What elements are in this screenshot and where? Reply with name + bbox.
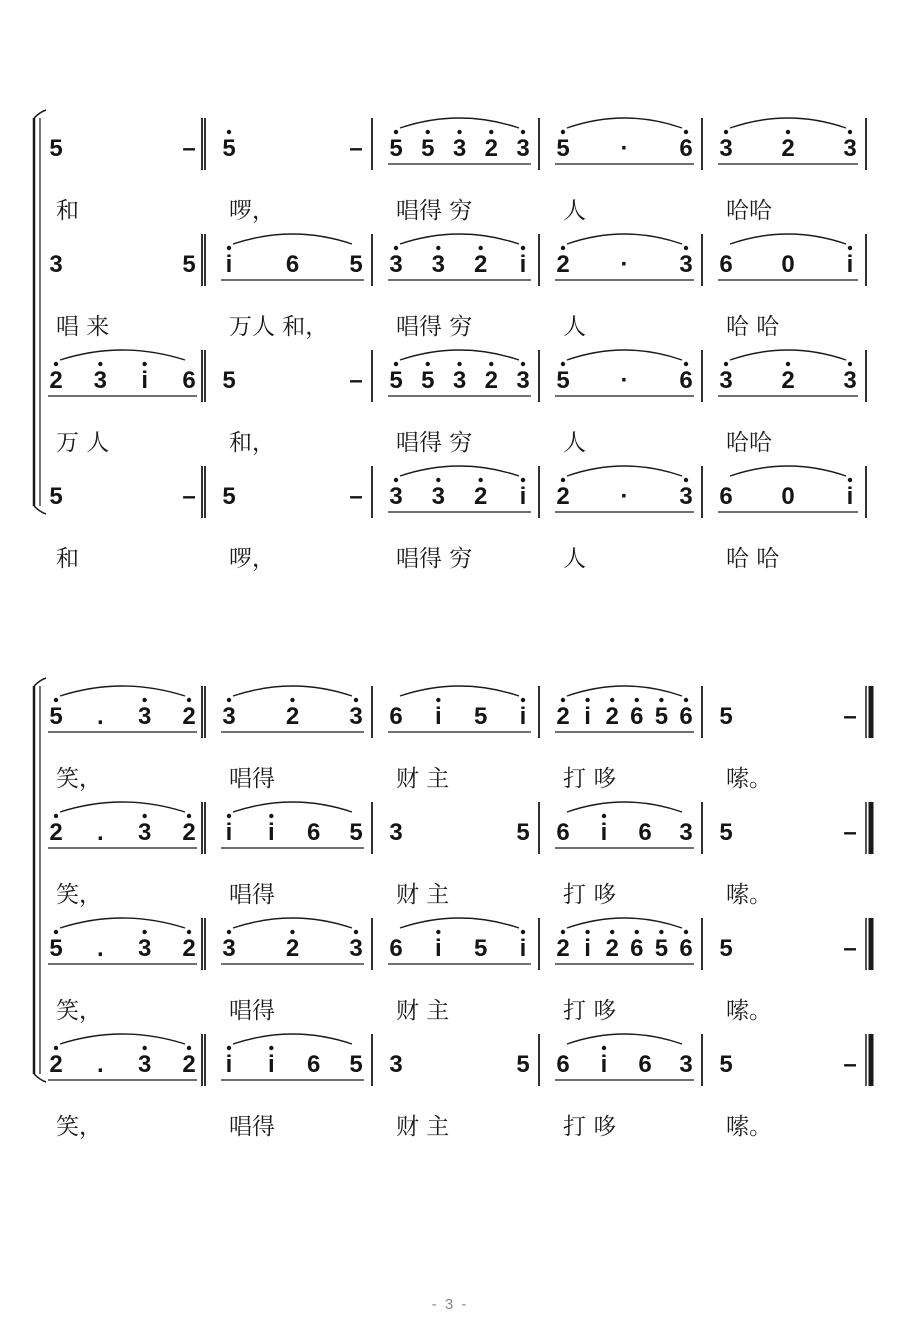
note: . — [96, 819, 104, 846]
system-2 — [34, 678, 871, 1140]
octave-dot — [354, 698, 358, 702]
octave-dot — [684, 698, 688, 702]
lyric: 财 主 — [396, 882, 450, 908]
lyric: 唱 来 — [56, 314, 110, 340]
note: 6 — [306, 1051, 321, 1078]
note: 2 — [781, 367, 795, 394]
note: i — [519, 703, 527, 730]
note: 5 — [421, 135, 435, 162]
slur-arc — [233, 1034, 352, 1044]
note: · — [620, 483, 629, 510]
note: – — [349, 483, 363, 510]
note: 2 — [781, 135, 795, 162]
note: 2 — [484, 367, 498, 394]
lyric: 和， — [229, 430, 275, 456]
octave-dot — [54, 698, 58, 702]
note: 3 — [679, 819, 693, 846]
note: i — [434, 935, 442, 962]
lyric: 笑， — [56, 998, 102, 1024]
note: 5 — [719, 819, 733, 846]
slur-arc — [60, 686, 185, 696]
note: – — [349, 135, 363, 162]
octave-dot — [786, 362, 790, 366]
staff-4 — [49, 466, 866, 572]
lyric: 唱得 穷 — [396, 198, 473, 224]
octave-dot — [227, 246, 231, 250]
octave-dot — [848, 246, 852, 250]
note: 2 — [556, 703, 570, 730]
octave-dot — [848, 130, 852, 134]
note: 2 — [473, 483, 488, 510]
system-1 — [34, 110, 866, 572]
slur-arc — [567, 1034, 682, 1044]
slur-arc — [567, 918, 682, 928]
note: i — [225, 251, 233, 278]
note: i — [519, 483, 527, 510]
octave-dot — [394, 246, 398, 250]
octave-dot — [489, 130, 493, 134]
note: 3 — [679, 251, 693, 278]
note: 6 — [389, 935, 403, 962]
octave-dot — [521, 698, 525, 702]
note: 3 — [137, 1051, 152, 1078]
note: 5 — [222, 367, 236, 394]
note: 3 — [222, 935, 236, 962]
note: 5 — [49, 135, 63, 162]
slur-arc — [60, 802, 185, 812]
octave-dot — [561, 698, 565, 702]
note: 3 — [137, 935, 152, 962]
note: 5 — [654, 703, 669, 730]
note: 6 — [285, 251, 300, 278]
octave-dot — [142, 698, 146, 702]
octave-dot — [478, 246, 482, 250]
bracket-hook-bottom — [34, 1074, 46, 1082]
slur-arc — [400, 234, 519, 244]
note: 5 — [49, 703, 63, 730]
lyric: 笑， — [56, 1114, 102, 1140]
lyric: 万 人 — [56, 430, 110, 456]
note: 3 — [679, 1051, 693, 1078]
note: 5 — [473, 935, 488, 962]
octave-dot — [436, 930, 440, 934]
note: 2 — [605, 703, 619, 730]
octave-dot — [436, 246, 440, 250]
octave-dot — [227, 930, 231, 934]
octave-dot — [354, 930, 358, 934]
lyric: 嗦。 — [726, 1114, 772, 1140]
octave-dot — [426, 362, 430, 366]
note: 2 — [556, 935, 570, 962]
lyric: 嗦。 — [726, 882, 772, 908]
note: 5 — [349, 251, 363, 278]
lyric: 人 — [563, 314, 586, 340]
octave-dot — [521, 246, 525, 250]
note: 2 — [556, 483, 570, 510]
octave-dot — [142, 362, 146, 366]
staff-4 — [48, 1034, 871, 1140]
note: 2 — [49, 367, 63, 394]
octave-dot — [142, 1046, 146, 1050]
octave-dot — [436, 478, 440, 482]
lyric: 人 — [563, 546, 586, 572]
staff-2 — [49, 234, 866, 340]
note: – — [843, 819, 857, 846]
octave-dot — [684, 478, 688, 482]
note: 5 — [473, 703, 488, 730]
staff-3 — [48, 350, 866, 456]
staff-1 — [49, 118, 866, 224]
note: 3 — [222, 703, 236, 730]
lyric: 和 — [56, 546, 79, 572]
lyric: 哈 哈 — [726, 314, 780, 340]
slur-arc — [730, 234, 846, 244]
lyric: 唱得 穷 — [396, 546, 473, 572]
lyric: 打 哆 — [563, 766, 617, 792]
octave-dot — [227, 1046, 231, 1050]
note: 6 — [182, 367, 196, 394]
lyric: 唱得 — [229, 882, 275, 908]
lyric: 笑， — [56, 882, 102, 908]
note: 5 — [182, 251, 196, 278]
note: 2 — [182, 1051, 196, 1078]
octave-dot — [426, 130, 430, 134]
note: i — [225, 1051, 233, 1078]
note: 3 — [93, 367, 108, 394]
note: 6 — [556, 1051, 570, 1078]
note: 2 — [473, 251, 488, 278]
note: 0 — [781, 483, 795, 510]
note: i — [584, 935, 591, 962]
octave-dot — [610, 930, 614, 934]
note: 3 — [389, 1051, 403, 1078]
octave-dot — [521, 930, 525, 934]
note: – — [182, 135, 196, 162]
note: 5 — [349, 1051, 363, 1078]
staff-3 — [48, 918, 871, 1024]
slur-arc — [60, 350, 185, 360]
octave-dot — [394, 362, 398, 366]
octave-dot — [602, 814, 606, 818]
octave-dot — [684, 130, 688, 134]
octave-dot — [187, 698, 191, 702]
note: 6 — [679, 367, 693, 394]
staff-2 — [48, 802, 871, 908]
octave-dot — [227, 130, 231, 134]
systems — [34, 110, 871, 1140]
note: 5 — [421, 367, 435, 394]
note: 2 — [285, 935, 300, 962]
note: 3 — [431, 251, 446, 278]
octave-dot — [610, 698, 614, 702]
note: 3 — [843, 367, 857, 394]
note: 3 — [679, 483, 693, 510]
slur-arc — [567, 118, 682, 128]
note: 5 — [654, 935, 669, 962]
slur-arc — [400, 118, 519, 128]
octave-dot — [684, 930, 688, 934]
note: 3 — [843, 135, 857, 162]
note: 5 — [719, 703, 733, 730]
octave-dot — [724, 130, 728, 134]
octave-dot — [684, 362, 688, 366]
octave-dot — [269, 1046, 273, 1050]
slur-arc — [730, 350, 846, 360]
note: 6 — [679, 935, 693, 962]
note: 6 — [389, 703, 403, 730]
note: · — [620, 135, 629, 162]
lyric: 财 主 — [396, 1114, 450, 1140]
octave-dot — [478, 478, 482, 482]
note: 3 — [452, 367, 467, 394]
octave-dot — [187, 930, 191, 934]
octave-dot — [786, 130, 790, 134]
note: 5 — [49, 935, 63, 962]
octave-dot — [561, 246, 565, 250]
note: 3 — [137, 703, 152, 730]
note: 6 — [630, 703, 644, 730]
note: 5 — [389, 135, 403, 162]
note: – — [843, 703, 857, 730]
note: – — [349, 367, 363, 394]
note: i — [519, 251, 527, 278]
note: i — [600, 1051, 608, 1078]
octave-dot — [54, 362, 58, 366]
octave-dot — [684, 246, 688, 250]
octave-dot — [521, 130, 525, 134]
note: 3 — [137, 819, 152, 846]
lyric: 嗦。 — [726, 998, 772, 1024]
note: i — [584, 703, 591, 730]
slur-arc — [233, 802, 352, 812]
octave-dot — [561, 130, 565, 134]
slur-arc — [400, 918, 519, 928]
octave-dot — [585, 930, 589, 934]
note: 2 — [605, 935, 619, 962]
slur-arc — [60, 918, 185, 928]
octave-dot — [659, 698, 663, 702]
note: 2 — [556, 251, 570, 278]
note: i — [141, 367, 149, 394]
slur-arc — [567, 466, 682, 476]
note: · — [620, 367, 629, 394]
note: 2 — [49, 819, 63, 846]
slur-arc — [567, 686, 682, 696]
note: 2 — [182, 819, 196, 846]
octave-dot — [489, 362, 493, 366]
slur-arc — [730, 118, 846, 128]
lyric: 唱得 — [229, 998, 275, 1024]
lyric: 嗦。 — [726, 766, 772, 792]
slur-arc — [60, 1034, 185, 1044]
octave-dot — [724, 362, 728, 366]
slur-arc — [567, 234, 682, 244]
octave-dot — [187, 814, 191, 818]
octave-dot — [98, 362, 102, 366]
note: 6 — [679, 703, 693, 730]
note: 5 — [719, 935, 733, 962]
octave-dot — [659, 930, 663, 934]
octave-dot — [521, 478, 525, 482]
octave-dot — [142, 930, 146, 934]
lyric: 啰， — [229, 198, 275, 224]
lyric: 人 — [563, 430, 586, 456]
octave-dot — [269, 814, 273, 818]
octave-dot — [187, 1046, 191, 1050]
lyric: 哈哈 — [726, 198, 772, 224]
slur-arc — [233, 234, 352, 244]
note: 6 — [630, 935, 644, 962]
note: 3 — [719, 135, 733, 162]
slur-arc — [233, 918, 352, 928]
note: 3 — [389, 483, 403, 510]
lyric: 唱得 穷 — [396, 314, 473, 340]
page-number: - 3 - — [431, 1296, 469, 1313]
note: 5 — [516, 819, 530, 846]
lyric: 财 主 — [396, 998, 450, 1024]
note: 6 — [638, 819, 652, 846]
octave-dot — [457, 130, 461, 134]
lyric: 和 — [56, 198, 79, 224]
slur-arc — [567, 802, 682, 812]
octave-dot — [585, 698, 589, 702]
octave-dot — [848, 362, 852, 366]
note: 5 — [349, 819, 363, 846]
note: – — [843, 935, 857, 962]
note: 3 — [431, 483, 446, 510]
slur-arc — [567, 350, 682, 360]
note: i — [846, 483, 854, 510]
slur-arc — [400, 686, 519, 696]
octave-dot — [436, 698, 440, 702]
slur-arc — [400, 466, 519, 476]
octave-dot — [561, 478, 565, 482]
octave-dot — [561, 362, 565, 366]
slur-arc — [233, 686, 352, 696]
note: 2 — [182, 935, 196, 962]
note: 2 — [484, 135, 498, 162]
lyric: 啰， — [229, 546, 275, 572]
octave-dot — [290, 930, 294, 934]
note: 3 — [452, 135, 467, 162]
note: – — [843, 1051, 857, 1078]
lyric: 万人 和， — [229, 314, 329, 340]
note: i — [600, 819, 608, 846]
bracket-hook-top — [34, 678, 46, 686]
note: 3 — [349, 935, 363, 962]
octave-dot — [227, 814, 231, 818]
note: 6 — [719, 251, 733, 278]
note: 3 — [389, 819, 403, 846]
note: . — [96, 1051, 104, 1078]
octave-dot — [227, 698, 231, 702]
note: 2 — [182, 703, 196, 730]
note: 6 — [679, 135, 693, 162]
note: 5 — [389, 367, 403, 394]
octave-dot — [54, 814, 58, 818]
octave-dot — [142, 814, 146, 818]
octave-dot — [394, 478, 398, 482]
lyric: 打 哆 — [563, 998, 617, 1024]
note: . — [96, 703, 104, 730]
note: 6 — [306, 819, 321, 846]
lyric: 打 哆 — [563, 882, 617, 908]
lyric: 唱得 — [229, 766, 275, 792]
staff-1 — [48, 686, 871, 792]
octave-dot — [54, 1046, 58, 1050]
note: 3 — [516, 367, 530, 394]
note: . — [96, 935, 104, 962]
note: i — [846, 251, 854, 278]
note: 2 — [285, 703, 300, 730]
slur-arc — [730, 466, 846, 476]
note: i — [225, 819, 233, 846]
note: 5 — [556, 135, 570, 162]
note: 6 — [556, 819, 570, 846]
note: 3 — [349, 703, 363, 730]
note: 6 — [638, 1051, 652, 1078]
octave-dot — [635, 698, 639, 702]
note: 3 — [389, 251, 403, 278]
lyric: 哈哈 — [726, 430, 772, 456]
note: 5 — [556, 367, 570, 394]
octave-dot — [561, 930, 565, 934]
note: 5 — [49, 483, 63, 510]
note: i — [267, 1051, 275, 1078]
octave-dot — [54, 930, 58, 934]
note: 3 — [719, 367, 733, 394]
lyric: 人 — [563, 198, 586, 224]
note: i — [434, 703, 442, 730]
note: 5 — [516, 1051, 530, 1078]
slur-arc — [400, 350, 519, 360]
octave-dot — [848, 478, 852, 482]
octave-dot — [394, 130, 398, 134]
octave-dot — [602, 1046, 606, 1050]
bracket-hook-bottom — [34, 506, 46, 514]
note: 5 — [222, 483, 236, 510]
lyric: 哈 哈 — [726, 546, 780, 572]
note: · — [620, 251, 629, 278]
note: i — [519, 935, 527, 962]
octave-dot — [635, 930, 639, 934]
lyric: 财 主 — [396, 766, 450, 792]
lyric: 唱得 — [229, 1114, 275, 1140]
octave-dot — [290, 698, 294, 702]
note: 5 — [222, 135, 236, 162]
note: 5 — [719, 1051, 733, 1078]
note: 3 — [516, 135, 530, 162]
lyric: 笑， — [56, 766, 102, 792]
bracket-hook-top — [34, 110, 46, 118]
note: 6 — [719, 483, 733, 510]
octave-dot — [521, 362, 525, 366]
note: 2 — [49, 1051, 63, 1078]
note: 3 — [49, 251, 63, 278]
note: i — [267, 819, 275, 846]
note: 0 — [781, 251, 795, 278]
note: – — [182, 483, 196, 510]
lyric: 唱得 穷 — [396, 430, 473, 456]
octave-dot — [457, 362, 461, 366]
lyric: 打 哆 — [563, 1114, 617, 1140]
